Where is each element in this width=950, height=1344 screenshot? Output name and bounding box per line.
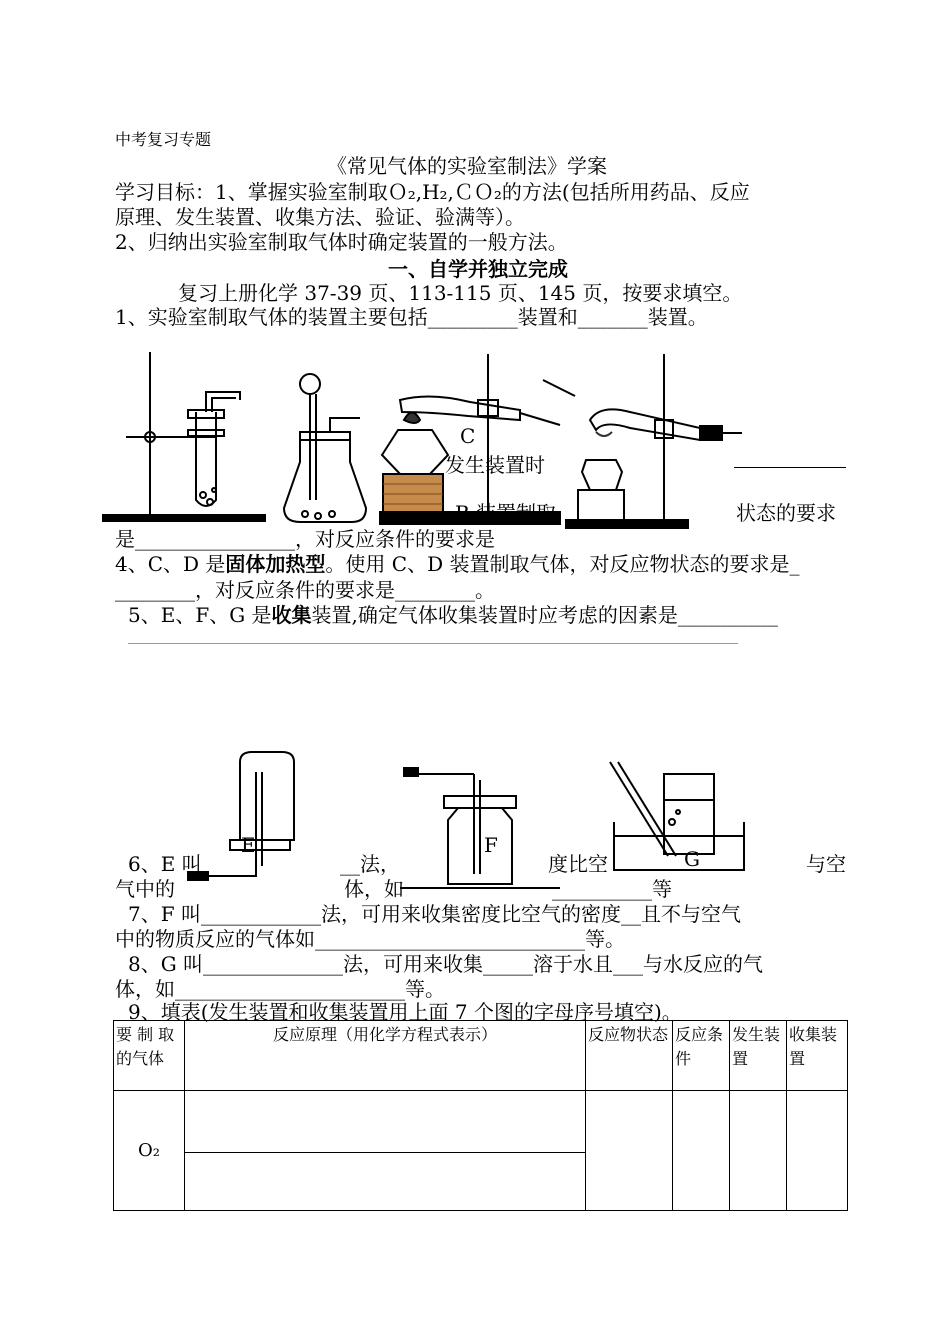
table-cell-answer[interactable] xyxy=(787,1091,848,1211)
question-7-line-1: 7、F 叫____________法，可用来收集密度比空气的密度__且不与空气 xyxy=(128,902,741,926)
question-8-line-2: 体，如_______________________等。 xyxy=(115,977,445,1001)
question-6-a: 6、E 叫 xyxy=(128,852,202,876)
table-cell-gas: O₂ xyxy=(114,1091,185,1211)
table-header-row xyxy=(114,1021,848,1091)
objective-line-2: 原理、发生装置、收集方法、验证、验满等）。 xyxy=(115,205,525,229)
header-gas: 要 制 取的气体 xyxy=(114,1021,185,1091)
question-6-c: 度比空 xyxy=(548,852,608,876)
question-4-pre: 4、C、D 是 xyxy=(115,552,226,576)
apparatus-e xyxy=(188,752,294,880)
objective-line-1: 学习目标：1、掌握实验室制取Ｏ₂,H₂,ＣＯ₂的方法(包括所用药品、反应 xyxy=(115,180,750,204)
question-6-b: __法， xyxy=(340,852,400,876)
question-5-pre: 5、E、F、G 是 xyxy=(128,603,272,627)
objective-line-3: 2、归纳出实验室制取气体时确定装置的一般方法。 xyxy=(115,230,568,254)
question-9: 9、填表(发生装置和收集装置用上面 7 个图的字母序号填空)。 xyxy=(128,1000,682,1024)
question-3-line-2: 是________________，对反应条件的要求是 xyxy=(115,527,495,551)
question-6-line-2a: 气中的 xyxy=(115,877,175,901)
table-cell-answer[interactable] xyxy=(586,1091,673,1211)
section-heading: 一、自学并独立完成 xyxy=(388,257,568,281)
header-generator: 发生装置 xyxy=(730,1021,787,1091)
question-4-post: 。使用 C、D 装置制取气体，对反应物状态的要求是_ xyxy=(325,552,800,576)
question-1: 1、实验室制取气体的装置主要包括_________装置和_______装置。 xyxy=(115,305,708,329)
question-5-post: 装置,确定气体收集装置时应考虑的因素是__________ xyxy=(311,603,778,627)
figure-label-c: C xyxy=(460,424,476,448)
table-row xyxy=(114,1091,848,1153)
table-cell-answer[interactable] xyxy=(185,1091,586,1153)
question-4-line-2: ________，对反应条件的要求是________。 xyxy=(115,578,495,602)
question-3-fragment-a: B 装置制取 xyxy=(455,501,557,525)
header-condition: 反应条件 xyxy=(673,1021,730,1091)
header-reactant-state: 反应物状态 xyxy=(586,1021,673,1091)
figure-label-e: E xyxy=(241,833,256,857)
question-6-line-2b: 体，如 xyxy=(344,877,404,901)
question-7-line-2: 中的物质反应的气体如___________________________等。 xyxy=(115,927,625,951)
header-collector: 收集装置 xyxy=(787,1021,848,1091)
table-cell-answer[interactable] xyxy=(673,1091,730,1211)
table-cell-answer[interactable] xyxy=(730,1091,787,1211)
figure-label-f: F xyxy=(484,833,498,857)
question-4-bold: 固体加热型 xyxy=(225,552,326,576)
question-8-line-1: 8、G 叫______________法，可用来收集_____溶于水且___与水反应的气 xyxy=(128,952,764,976)
header-principle: 反应原理（用化学方程式表示） xyxy=(185,1021,586,1091)
question-6-line-2c: __________等 xyxy=(552,877,672,901)
page-title: 《常见气体的实验室制法》学案 xyxy=(327,154,607,178)
section-intro: 复习上册化学 37-39 页、113-115 页、145 页，按要求填空。 xyxy=(178,281,743,305)
apparatus-g xyxy=(610,762,744,870)
question-2-fragment: 发生装置时 xyxy=(445,453,545,477)
question-3-fragment-b: 状态的要求 xyxy=(736,501,836,525)
table-cell-answer[interactable] xyxy=(185,1153,586,1211)
header-subject: 中考复习专题 xyxy=(115,130,212,149)
gas-preparation-table xyxy=(113,1020,848,1211)
question-6-d: 与空 xyxy=(806,852,846,876)
apparatus-f xyxy=(400,768,560,888)
figure-label-g: G xyxy=(684,847,700,871)
question-5-bold: 收集 xyxy=(271,603,312,627)
